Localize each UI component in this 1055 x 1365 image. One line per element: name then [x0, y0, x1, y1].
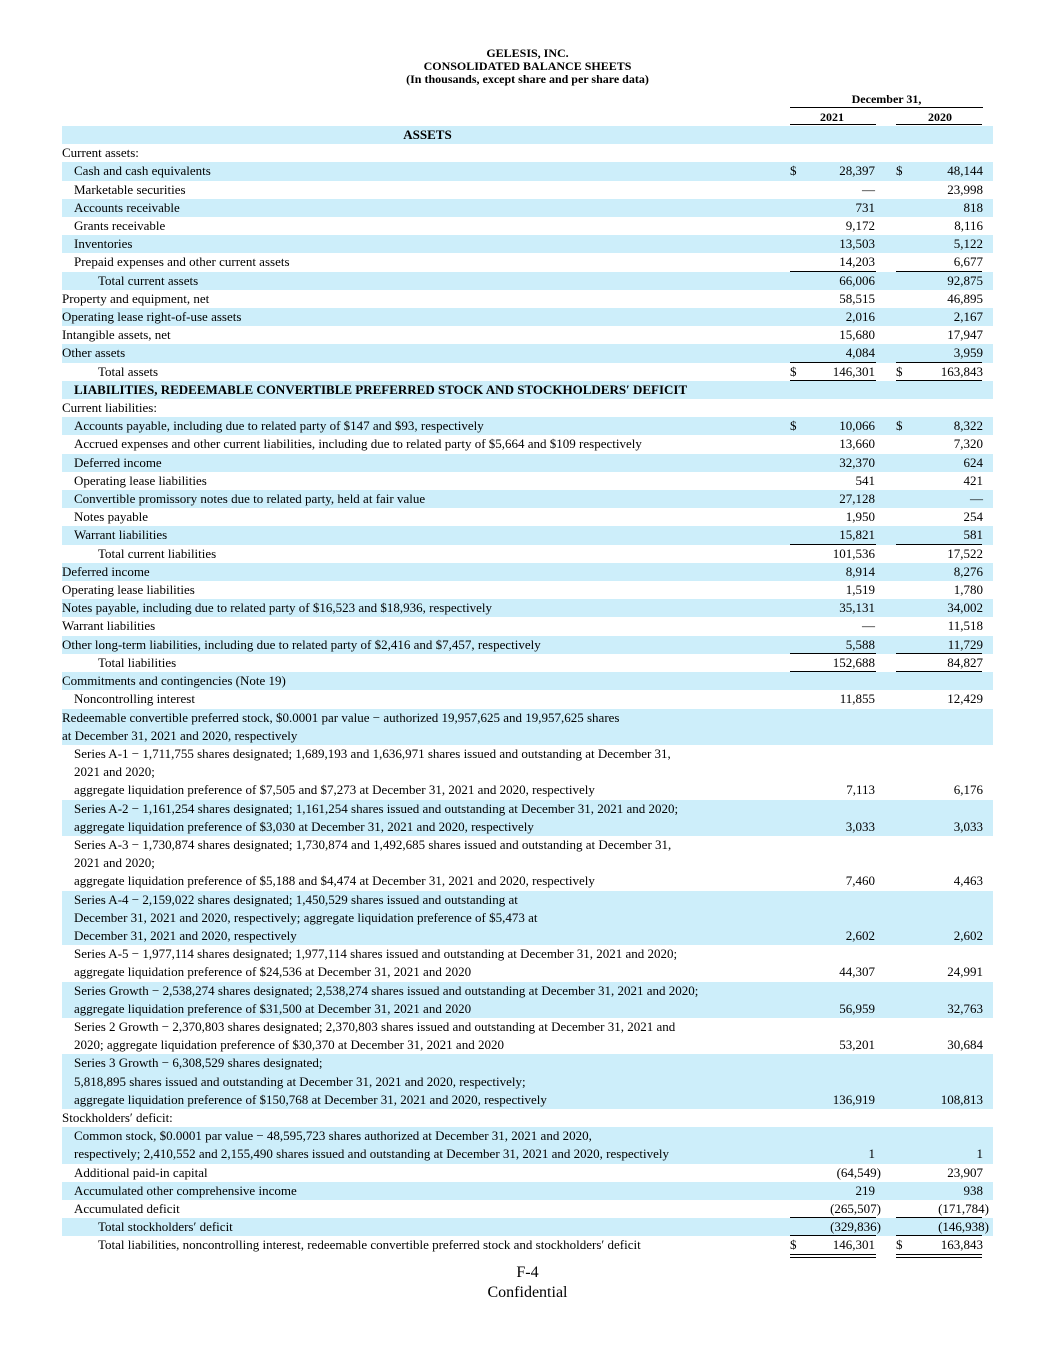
row-label: Additional paid-in capital — [74, 1164, 208, 1180]
value-2020: 46,895 — [947, 290, 983, 306]
value-2020: 23,998 — [947, 181, 983, 197]
value-2021: 10,066 — [839, 418, 875, 434]
value-2020: 2,602 — [953, 927, 983, 943]
table-row — [62, 545, 993, 563]
currency-symbol-2020: $ — [896, 1237, 903, 1253]
row-label: Total stockholders′ deficit — [98, 1219, 233, 1235]
page-number: F-4 — [516, 1264, 539, 1281]
table-row — [62, 1018, 993, 1054]
value-2020: 7,320 — [953, 436, 983, 452]
statement-title: CONSOLIDATED BALANCE SHEETS — [423, 59, 632, 73]
table-row — [62, 363, 993, 381]
value-2020: 254 — [963, 509, 983, 525]
value-2020: 163,843 — [940, 1237, 983, 1253]
table-row — [62, 636, 993, 654]
row-label: Deferred income — [62, 563, 150, 579]
table-row — [62, 217, 993, 235]
value-2021: 66,006 — [839, 272, 875, 288]
table-row — [62, 344, 993, 362]
value-2020: 34,002 — [947, 600, 983, 616]
row-label: Warrant liabilities — [62, 618, 156, 634]
period-label: December 31, — [851, 92, 922, 106]
value-2020: 12,429 — [947, 691, 983, 707]
table-row — [62, 1054, 993, 1109]
value-2021: 7,113 — [846, 782, 875, 798]
table-row — [62, 144, 993, 162]
value-2020: 3,959 — [953, 345, 983, 361]
value-2021: 1,950 — [845, 509, 875, 525]
value-2020: 4,463 — [953, 873, 983, 889]
table-row — [62, 253, 993, 271]
value-2020: 11,518 — [947, 618, 983, 634]
table-row — [62, 126, 993, 144]
table-row — [62, 235, 993, 253]
table-row — [62, 272, 993, 290]
currency-symbol-2021: $ — [790, 363, 797, 379]
table-row — [62, 1127, 993, 1163]
value-2021: — — [862, 181, 875, 197]
value-2021: 15,821 — [839, 527, 875, 543]
table-row — [62, 472, 993, 490]
row-label: Operating lease liabilities — [62, 582, 195, 598]
currency-symbol-2020: $ — [896, 418, 903, 434]
row-label: Notes payable, including due to related party of $16,523 and $18,936, respectively — [62, 600, 492, 616]
value-2021: 11,855 — [839, 691, 875, 707]
value-2021: 146,301 — [832, 363, 875, 379]
balance-sheet-table — [62, 126, 993, 1255]
value-2021: 2,016 — [845, 309, 875, 325]
value-2020: 6,176 — [953, 782, 983, 798]
row-label: Accumulated other comprehensive income — [74, 1182, 297, 1198]
year-2021-header: 2021 — [820, 110, 844, 124]
value-2020: 2,167 — [953, 309, 983, 325]
value-2021: 541 — [855, 472, 875, 488]
row-label: Intangible assets, net — [62, 327, 171, 343]
table-row — [62, 745, 993, 800]
value-2020: 17,947 — [947, 327, 983, 343]
value-2020: 24,991 — [947, 964, 983, 980]
table-row — [62, 508, 993, 526]
row-label: Commitments and contingencies (Note 19) — [62, 673, 286, 689]
table-row — [62, 526, 993, 544]
table-row — [62, 1236, 993, 1254]
value-2021: 4,084 — [845, 345, 875, 361]
value-2020: 5,122 — [953, 236, 983, 252]
table-row — [62, 836, 993, 891]
total-double-underline — [896, 1257, 982, 1258]
row-label: Series A-3 − 1,730,874 shares designated; 1,730,874 and 1,492,685 shares issued and outstanding at December 31, 2021 and 2020; aggregate liquidation preference of $5,188 and $4,474 at December 31, 2021 and 2020, respectively — [74, 836, 672, 889]
value-2021: 219 — [855, 1182, 875, 1198]
row-label: Other long-term liabilities, including due to related party of $2,416 and $7,457, respectively — [62, 636, 541, 652]
row-label: Current assets: — [62, 145, 139, 161]
currency-symbol-2021: $ — [790, 1237, 797, 1253]
row-label: Accrued expenses and other current liabilities, including due to related party of $5,664 and $109 respectively — [74, 436, 642, 452]
value-2021: 7,460 — [845, 873, 875, 889]
value-2021: 3,033 — [845, 818, 875, 834]
row-label: LIABILITIES, REDEEMABLE CONVERTIBLE PREFERRED STOCK AND STOCKHOLDERS′ DEFICIT — [74, 381, 688, 397]
value-2020: 8,276 — [953, 563, 983, 579]
value-2020: 3,033 — [953, 818, 983, 834]
value-2020: — — [970, 491, 983, 507]
table-row — [62, 1200, 993, 1218]
row-label: Inventories — [74, 236, 133, 252]
value-2021: 14,203 — [839, 254, 875, 270]
row-label: Convertible promissory notes due to related party, held at fair value — [74, 491, 426, 507]
value-2021: 56,959 — [839, 1000, 875, 1016]
value-2020: 48,144 — [947, 163, 983, 179]
currency-symbol-2020: $ — [896, 163, 903, 179]
value-2021: 1 — [868, 1146, 875, 1162]
value-2020: (146,938) — [938, 1219, 989, 1235]
row-label: Grants receivable — [74, 218, 166, 234]
row-label: Series 3 Growth − 6,308,529 shares designated; 5,818,895 shares issued and outstanding at December 31, 2021 and 2020, respectively; aggregate liquidation preference of $150,768 at December 31, 2021 and 2020, respectively — [74, 1055, 547, 1107]
row-label: Total current assets — [98, 272, 199, 288]
row-label: Series 2 Growth − 2,370,803 shares designated; 2,370,803 shares issued and outstanding at December 31, 2021 and 2020; aggregate liquidation preference of $30,370 at December 31, 2021 and 2020 — [74, 1018, 676, 1053]
table-row — [62, 1164, 993, 1182]
year-2020-header: 2020 — [928, 110, 952, 124]
statement-subtitle: (In thousands, except share and per share data) — [406, 72, 649, 86]
value-2021: — — [862, 618, 875, 634]
table-row — [62, 417, 993, 435]
row-label: Total assets — [98, 363, 159, 379]
value-2021: (64,549) — [836, 1164, 881, 1180]
table-row — [62, 800, 993, 836]
table-row — [62, 381, 993, 399]
value-2021: 152,688 — [832, 654, 875, 670]
value-2021: 5,588 — [845, 636, 875, 652]
value-2020: 624 — [963, 454, 983, 470]
value-2020: 23,907 — [947, 1164, 983, 1180]
table-row — [62, 162, 993, 180]
table-row — [62, 308, 993, 326]
table-row — [62, 709, 993, 745]
row-label: Series A-1 − 1,711,755 shares designated; 1,689,193 and 1,636,971 shares issued and outstanding at December 31, 2021 and 2020; aggregate liquidation preference of $7,505 and $7,273 at December 31, 2021 and 2020, respectively — [74, 745, 671, 798]
total-double-underline — [790, 1257, 876, 1258]
period-rule — [790, 107, 983, 108]
row-label: Stockholders′ deficit: — [62, 1109, 173, 1125]
value-2020: (171,784) — [938, 1200, 989, 1216]
total-underline — [896, 1254, 982, 1255]
row-label: Accumulated deficit — [74, 1200, 180, 1216]
table-row — [62, 435, 993, 453]
row-label: Property and equipment, net — [62, 290, 210, 306]
value-2021: 35,131 — [839, 600, 875, 616]
table-row — [62, 181, 993, 199]
table-row — [62, 617, 993, 635]
value-2021: 13,660 — [839, 436, 875, 452]
table-row — [62, 599, 993, 617]
value-2021: 15,680 — [839, 327, 875, 343]
value-2021: 13,503 — [839, 236, 875, 252]
row-label: Total liabilities — [98, 654, 177, 670]
row-label: Accounts receivable — [74, 199, 180, 215]
row-label: Marketable securities — [74, 181, 186, 197]
currency-symbol-2021: $ — [790, 163, 797, 179]
value-2020: 92,875 — [947, 272, 983, 288]
row-label: Total liabilities, noncontrolling interest, redeemable convertible preferred stock and stockholders′ deficit — [98, 1237, 641, 1253]
row-label: Operating lease liabilities — [74, 472, 207, 488]
value-2021: 8,914 — [845, 563, 875, 579]
row-label: Warrant liabilities — [74, 527, 168, 543]
table-row — [62, 891, 993, 946]
table-row — [62, 982, 993, 1018]
table-row — [62, 1218, 993, 1236]
value-2020: 11,729 — [947, 636, 983, 652]
row-label: Current liabilities: — [62, 400, 157, 416]
row-label: Notes payable — [74, 509, 149, 525]
currency-symbol-2020: $ — [896, 363, 903, 379]
total-underline — [790, 1254, 876, 1255]
value-2021: 44,307 — [839, 964, 875, 980]
table-row — [62, 199, 993, 217]
value-2021: 53,201 — [839, 1037, 875, 1053]
table-row — [62, 945, 993, 981]
value-2021: 136,919 — [832, 1091, 875, 1107]
currency-symbol-2021: $ — [790, 418, 797, 434]
value-2020: 421 — [963, 472, 983, 488]
row-label: ASSETS — [403, 127, 452, 142]
table-row — [62, 672, 993, 690]
row-label: Noncontrolling interest — [74, 691, 195, 707]
year-2020-rule — [896, 124, 982, 125]
table-row — [62, 581, 993, 599]
row-label: Other assets — [62, 345, 126, 361]
table-row — [62, 490, 993, 508]
value-2020: 938 — [963, 1182, 983, 1198]
row-label: Series A-4 − 2,159,022 shares designated; 1,450,529 shares issued and outstanding at December 31, 2021 and 2020, respectively; aggregate liquidation preference of $5,473 at December 31, 2021 and 2020, respectively — [74, 891, 538, 943]
value-2020: 17,522 — [947, 545, 983, 561]
value-2021: (329,836) — [830, 1219, 881, 1235]
value-2020: 84,827 — [947, 654, 983, 670]
table-row — [62, 399, 993, 417]
value-2020: 1 — [976, 1146, 983, 1162]
confidential-label: Confidential — [487, 1284, 568, 1301]
value-2020: 108,813 — [940, 1091, 983, 1107]
table-row — [62, 654, 993, 672]
value-2021: 27,128 — [839, 491, 875, 507]
table-row — [62, 563, 993, 581]
table-row — [62, 454, 993, 472]
value-2021: 101,536 — [832, 545, 875, 561]
row-label: Total current liabilities — [98, 545, 217, 561]
row-label: Operating lease right-of-use assets — [62, 309, 242, 325]
table-row — [62, 1109, 993, 1127]
value-2021: 2,602 — [845, 927, 875, 943]
table-row — [62, 1182, 993, 1200]
table-row — [62, 290, 993, 308]
row-label: Cash and cash equivalents — [74, 163, 211, 179]
value-2021: (265,507) — [830, 1200, 881, 1216]
year-2021-rule — [790, 124, 876, 125]
value-2021: 32,370 — [839, 454, 875, 470]
value-2020: 30,684 — [947, 1037, 983, 1053]
value-2020: 32,763 — [947, 1000, 983, 1016]
value-2020: 8,116 — [954, 218, 983, 234]
row-label: Series Growth − 2,538,274 shares designated; 2,538,274 shares issued and outstanding at December 31, 2021 and 2020; aggregate liquidation preference of $31,500 at December 31, 2021 and 2020 — [74, 982, 699, 1016]
table-row — [62, 690, 993, 708]
value-2021: 1,519 — [845, 582, 875, 598]
value-2020: 581 — [963, 527, 983, 543]
value-2021: 9,172 — [845, 218, 875, 234]
row-label: Prepaid expenses and other current assets — [74, 254, 290, 270]
company-name: GELESIS, INC. — [486, 46, 569, 60]
row-label: Deferred income — [74, 454, 162, 470]
value-2020: 8,322 — [953, 418, 983, 434]
value-2020: 6,677 — [953, 254, 983, 270]
table-row — [62, 326, 993, 344]
row-label: Series A-2 − 1,161,254 shares designated; 1,161,254 shares issued and outstanding at December 31, 2021 and 2020; aggregate liquidation preference of $3,030 at December 31, 2021 and 2020, respectively — [74, 800, 679, 834]
value-2021: 58,515 — [839, 290, 875, 306]
value-2020: 818 — [963, 199, 983, 215]
row-label: Series A-5 − 1,977,114 shares designated; 1,977,114 shares issued and outstanding at December 31, 2021 and 2020; aggregate liquidation preference of $24,536 at December 31, 2021 and 2020 — [74, 946, 678, 980]
value-2021: 146,301 — [832, 1237, 875, 1253]
row-label: Common stock, $0.0001 par value − 48,595,723 shares authorized at December 31, 2021 and 2020, respectively; 2,410,552 and 2,155,490 shares issued and outstanding at December 31, 2021 and 2020, respectively — [74, 1128, 669, 1162]
row-label: Accounts payable, including due to related party of $147 and $93, respectively — [74, 418, 484, 434]
value-2020: 163,843 — [940, 363, 983, 379]
value-2021: 28,397 — [839, 163, 875, 179]
value-2020: 1,780 — [953, 582, 983, 598]
value-2021: 731 — [855, 199, 875, 215]
row-label: Redeemable convertible preferred stock, $0.0001 par value − authorized 19,957,625 and 19,957,625 shares at December 31, 2021 and 2020, respectively — [62, 709, 620, 743]
